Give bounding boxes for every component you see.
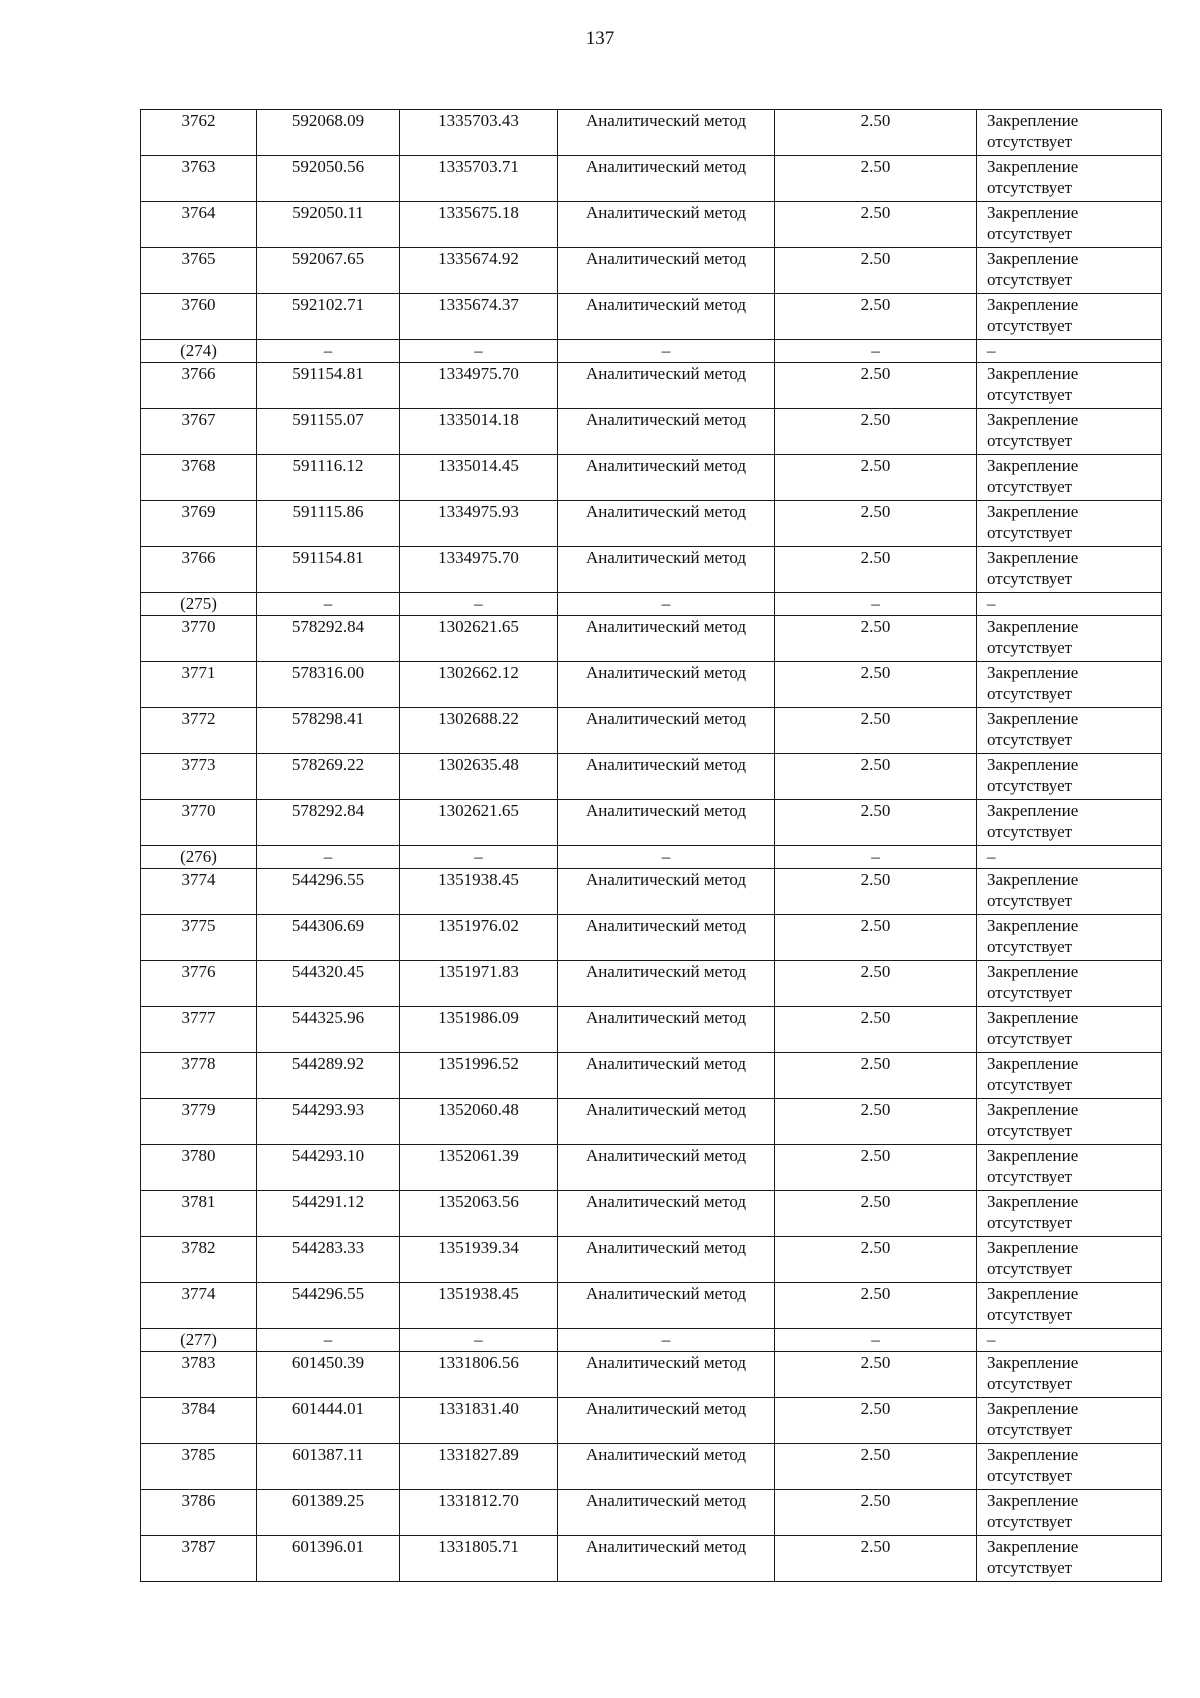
fixing-cell: Закрепление отсутствует: [977, 1007, 1162, 1053]
table-row: [141, 248, 1162, 294]
dash-cell: –: [257, 846, 400, 869]
x-coordinate-cell: 544296.55: [257, 869, 400, 915]
y-coordinate-cell: 1352061.39: [400, 1145, 558, 1191]
table-row: [141, 869, 1162, 915]
x-coordinate-cell: 544296.55: [257, 1283, 400, 1329]
table-row: [141, 961, 1162, 1007]
contour-separator-row: [141, 846, 1162, 869]
dash-cell: –: [775, 1329, 977, 1352]
method-cell: Аналитический метод: [558, 363, 775, 409]
point-number-cell: 3777: [141, 1007, 257, 1053]
accuracy-cell: 2.50: [775, 501, 977, 547]
table-row: [141, 409, 1162, 455]
dash-cell: –: [977, 593, 1162, 616]
accuracy-cell: 2.50: [775, 455, 977, 501]
point-number-cell: 3763: [141, 156, 257, 202]
x-coordinate-cell: 578316.00: [257, 662, 400, 708]
method-cell: Аналитический метод: [558, 1053, 775, 1099]
fixing-cell: Закрепление отсутствует: [977, 1536, 1162, 1582]
point-number-cell: 3783: [141, 1352, 257, 1398]
dash-cell: –: [775, 593, 977, 616]
x-coordinate-cell: 601389.25: [257, 1490, 400, 1536]
x-coordinate-cell: 544291.12: [257, 1191, 400, 1237]
point-number-cell: 3780: [141, 1145, 257, 1191]
fixing-cell: Закрепление отсутствует: [977, 202, 1162, 248]
accuracy-cell: 2.50: [775, 1145, 977, 1191]
accuracy-cell: 2.50: [775, 1191, 977, 1237]
accuracy-cell: 2.50: [775, 754, 977, 800]
method-cell: Аналитический метод: [558, 662, 775, 708]
accuracy-cell: 2.50: [775, 1283, 977, 1329]
accuracy-cell: 2.50: [775, 156, 977, 202]
method-cell: Аналитический метод: [558, 1283, 775, 1329]
fixing-cell: Закрепление отсутствует: [977, 501, 1162, 547]
accuracy-cell: 2.50: [775, 1536, 977, 1582]
accuracy-cell: 2.50: [775, 1444, 977, 1490]
x-coordinate-cell: 601396.01: [257, 1536, 400, 1582]
method-cell: Аналитический метод: [558, 248, 775, 294]
accuracy-cell: 2.50: [775, 110, 977, 156]
y-coordinate-cell: 1302621.65: [400, 616, 558, 662]
dash-cell: –: [257, 340, 400, 363]
fixing-cell: Закрепление отсутствует: [977, 1398, 1162, 1444]
point-number-cell: 3770: [141, 800, 257, 846]
point-number-cell: 3781: [141, 1191, 257, 1237]
fixing-cell: Закрепление отсутствует: [977, 1490, 1162, 1536]
y-coordinate-cell: 1335703.43: [400, 110, 558, 156]
accuracy-cell: 2.50: [775, 869, 977, 915]
point-number-cell: 3767: [141, 409, 257, 455]
dash-cell: –: [977, 340, 1162, 363]
method-cell: Аналитический метод: [558, 1444, 775, 1490]
method-cell: Аналитический метод: [558, 1191, 775, 1237]
point-number-cell: 3782: [141, 1237, 257, 1283]
table-row: [141, 1191, 1162, 1237]
dash-cell: –: [558, 846, 775, 869]
fixing-cell: Закрепление отсутствует: [977, 1099, 1162, 1145]
table-row: [141, 1053, 1162, 1099]
y-coordinate-cell: 1334975.70: [400, 547, 558, 593]
y-coordinate-cell: 1335703.71: [400, 156, 558, 202]
point-number-cell: 3772: [141, 708, 257, 754]
y-coordinate-cell: 1331805.71: [400, 1536, 558, 1582]
accuracy-cell: 2.50: [775, 409, 977, 455]
method-cell: Аналитический метод: [558, 501, 775, 547]
coordinates-table: [140, 109, 1162, 1582]
table-row: [141, 1444, 1162, 1490]
method-cell: Аналитический метод: [558, 1352, 775, 1398]
table-row: [141, 1490, 1162, 1536]
accuracy-cell: 2.50: [775, 961, 977, 1007]
point-number-cell: 3760: [141, 294, 257, 340]
fixing-cell: Закрепление отсутствует: [977, 800, 1162, 846]
accuracy-cell: 2.50: [775, 202, 977, 248]
y-coordinate-cell: 1351986.09: [400, 1007, 558, 1053]
y-coordinate-cell: 1331831.40: [400, 1398, 558, 1444]
x-coordinate-cell: 578269.22: [257, 754, 400, 800]
table-row: [141, 110, 1162, 156]
table-row: [141, 662, 1162, 708]
y-coordinate-cell: 1352063.56: [400, 1191, 558, 1237]
method-cell: Аналитический метод: [558, 1490, 775, 1536]
method-cell: Аналитический метод: [558, 754, 775, 800]
dash-cell: –: [400, 846, 558, 869]
method-cell: Аналитический метод: [558, 547, 775, 593]
x-coordinate-cell: 544293.93: [257, 1099, 400, 1145]
method-cell: Аналитический метод: [558, 110, 775, 156]
x-coordinate-cell: 544283.33: [257, 1237, 400, 1283]
accuracy-cell: 2.50: [775, 1237, 977, 1283]
x-coordinate-cell: 578292.84: [257, 616, 400, 662]
table-row: [141, 547, 1162, 593]
dash-cell: –: [400, 1329, 558, 1352]
table-row: [141, 363, 1162, 409]
point-number-cell: 3766: [141, 547, 257, 593]
x-coordinate-cell: 544293.10: [257, 1145, 400, 1191]
fixing-cell: Закрепление отсутствует: [977, 1053, 1162, 1099]
point-number-cell: 3768: [141, 455, 257, 501]
fixing-cell: Закрепление отсутствует: [977, 616, 1162, 662]
x-coordinate-cell: 592068.09: [257, 110, 400, 156]
table-row: [141, 1398, 1162, 1444]
accuracy-cell: 2.50: [775, 1053, 977, 1099]
method-cell: Аналитический метод: [558, 1007, 775, 1053]
y-coordinate-cell: 1302688.22: [400, 708, 558, 754]
fixing-cell: Закрепление отсутствует: [977, 409, 1162, 455]
accuracy-cell: 2.50: [775, 1398, 977, 1444]
method-cell: Аналитический метод: [558, 961, 775, 1007]
dash-cell: –: [400, 593, 558, 616]
method-cell: Аналитический метод: [558, 708, 775, 754]
accuracy-cell: 2.50: [775, 547, 977, 593]
y-coordinate-cell: 1331806.56: [400, 1352, 558, 1398]
x-coordinate-cell: 544306.69: [257, 915, 400, 961]
method-cell: Аналитический метод: [558, 294, 775, 340]
x-coordinate-cell: 544289.92: [257, 1053, 400, 1099]
fixing-cell: Закрепление отсутствует: [977, 915, 1162, 961]
fixing-cell: Закрепление отсутствует: [977, 1191, 1162, 1237]
page-number: 137: [585, 28, 615, 49]
contour-number-cell: (277): [141, 1329, 257, 1352]
x-coordinate-cell: 591155.07: [257, 409, 400, 455]
dash-cell: –: [775, 340, 977, 363]
point-number-cell: 3762: [141, 110, 257, 156]
y-coordinate-cell: 1302621.65: [400, 800, 558, 846]
table-row: [141, 915, 1162, 961]
contour-separator-row: [141, 1329, 1162, 1352]
y-coordinate-cell: 1351938.45: [400, 869, 558, 915]
fixing-cell: Закрепление отсутствует: [977, 662, 1162, 708]
x-coordinate-cell: 601387.11: [257, 1444, 400, 1490]
y-coordinate-cell: 1334975.70: [400, 363, 558, 409]
y-coordinate-cell: 1352060.48: [400, 1099, 558, 1145]
table-row: [141, 156, 1162, 202]
y-coordinate-cell: 1335674.37: [400, 294, 558, 340]
method-cell: Аналитический метод: [558, 616, 775, 662]
point-number-cell: 3779: [141, 1099, 257, 1145]
accuracy-cell: 2.50: [775, 248, 977, 294]
fixing-cell: Закрепление отсутствует: [977, 1237, 1162, 1283]
fixing-cell: Закрепление отсутствует: [977, 754, 1162, 800]
fixing-cell: Закрепление отсутствует: [977, 1283, 1162, 1329]
method-cell: Аналитический метод: [558, 202, 775, 248]
accuracy-cell: 2.50: [775, 294, 977, 340]
fixing-cell: Закрепление отсутствует: [977, 708, 1162, 754]
dash-cell: –: [558, 340, 775, 363]
method-cell: Аналитический метод: [558, 1536, 775, 1582]
table-row: [141, 708, 1162, 754]
x-coordinate-cell: 591154.81: [257, 547, 400, 593]
y-coordinate-cell: 1331812.70: [400, 1490, 558, 1536]
coordinates-table-body: [141, 110, 1162, 1582]
accuracy-cell: 2.50: [775, 915, 977, 961]
y-coordinate-cell: 1331827.89: [400, 1444, 558, 1490]
accuracy-cell: 2.50: [775, 800, 977, 846]
x-coordinate-cell: 544320.45: [257, 961, 400, 1007]
contour-number-cell: (276): [141, 846, 257, 869]
fixing-cell: Закрепление отсутствует: [977, 294, 1162, 340]
y-coordinate-cell: 1335014.18: [400, 409, 558, 455]
table-row: [141, 1536, 1162, 1582]
table-row: [141, 202, 1162, 248]
y-coordinate-cell: 1302662.12: [400, 662, 558, 708]
fixing-cell: Закрепление отсутствует: [977, 248, 1162, 294]
dash-cell: –: [977, 846, 1162, 869]
point-number-cell: 3775: [141, 915, 257, 961]
table-row: [141, 1145, 1162, 1191]
fixing-cell: Закрепление отсутствует: [977, 110, 1162, 156]
x-coordinate-cell: 601444.01: [257, 1398, 400, 1444]
table-row: [141, 800, 1162, 846]
x-coordinate-cell: 544325.96: [257, 1007, 400, 1053]
point-number-cell: 3769: [141, 501, 257, 547]
y-coordinate-cell: 1335014.45: [400, 455, 558, 501]
point-number-cell: 3770: [141, 616, 257, 662]
contour-separator-row: [141, 340, 1162, 363]
y-coordinate-cell: 1335674.92: [400, 248, 558, 294]
point-number-cell: 3785: [141, 1444, 257, 1490]
fixing-cell: Закрепление отсутствует: [977, 547, 1162, 593]
accuracy-cell: 2.50: [775, 708, 977, 754]
accuracy-cell: 2.50: [775, 1490, 977, 1536]
dash-cell: –: [977, 1329, 1162, 1352]
table-row: [141, 1237, 1162, 1283]
x-coordinate-cell: 578292.84: [257, 800, 400, 846]
point-number-cell: 3787: [141, 1536, 257, 1582]
point-number-cell: 3766: [141, 363, 257, 409]
y-coordinate-cell: 1351939.34: [400, 1237, 558, 1283]
method-cell: Аналитический метод: [558, 869, 775, 915]
point-number-cell: 3771: [141, 662, 257, 708]
x-coordinate-cell: 601450.39: [257, 1352, 400, 1398]
method-cell: Аналитический метод: [558, 800, 775, 846]
x-coordinate-cell: 591115.86: [257, 501, 400, 547]
method-cell: Аналитический метод: [558, 1145, 775, 1191]
x-coordinate-cell: 592102.71: [257, 294, 400, 340]
x-coordinate-cell: 592067.65: [257, 248, 400, 294]
accuracy-cell: 2.50: [775, 363, 977, 409]
method-cell: Аналитический метод: [558, 1237, 775, 1283]
table-row: [141, 1352, 1162, 1398]
point-number-cell: 3778: [141, 1053, 257, 1099]
y-coordinate-cell: 1335675.18: [400, 202, 558, 248]
x-coordinate-cell: 591154.81: [257, 363, 400, 409]
dash-cell: –: [775, 846, 977, 869]
table-row: [141, 1007, 1162, 1053]
method-cell: Аналитический метод: [558, 1398, 775, 1444]
x-coordinate-cell: 592050.56: [257, 156, 400, 202]
contour-number-cell: (274): [141, 340, 257, 363]
y-coordinate-cell: 1351938.45: [400, 1283, 558, 1329]
dash-cell: –: [257, 1329, 400, 1352]
accuracy-cell: 2.50: [775, 1007, 977, 1053]
accuracy-cell: 2.50: [775, 1352, 977, 1398]
x-coordinate-cell: 591116.12: [257, 455, 400, 501]
fixing-cell: Закрепление отсутствует: [977, 156, 1162, 202]
fixing-cell: Закрепление отсутствует: [977, 1444, 1162, 1490]
y-coordinate-cell: 1302635.48: [400, 754, 558, 800]
y-coordinate-cell: 1334975.93: [400, 501, 558, 547]
accuracy-cell: 2.50: [775, 662, 977, 708]
dash-cell: –: [558, 593, 775, 616]
method-cell: Аналитический метод: [558, 156, 775, 202]
contour-separator-row: [141, 593, 1162, 616]
fixing-cell: Закрепление отсутствует: [977, 961, 1162, 1007]
table-row: [141, 616, 1162, 662]
x-coordinate-cell: 592050.11: [257, 202, 400, 248]
point-number-cell: 3774: [141, 869, 257, 915]
point-number-cell: 3773: [141, 754, 257, 800]
table-row: [141, 1283, 1162, 1329]
y-coordinate-cell: 1351971.83: [400, 961, 558, 1007]
x-coordinate-cell: 578298.41: [257, 708, 400, 754]
point-number-cell: 3776: [141, 961, 257, 1007]
accuracy-cell: 2.50: [775, 1099, 977, 1145]
table-row: [141, 501, 1162, 547]
method-cell: Аналитический метод: [558, 915, 775, 961]
accuracy-cell: 2.50: [775, 616, 977, 662]
method-cell: Аналитический метод: [558, 455, 775, 501]
point-number-cell: 3765: [141, 248, 257, 294]
fixing-cell: Закрепление отсутствует: [977, 1352, 1162, 1398]
point-number-cell: 3786: [141, 1490, 257, 1536]
fixing-cell: Закрепление отсутствует: [977, 455, 1162, 501]
contour-number-cell: (275): [141, 593, 257, 616]
fixing-cell: Закрепление отсутствует: [977, 1145, 1162, 1191]
point-number-cell: 3774: [141, 1283, 257, 1329]
method-cell: Аналитический метод: [558, 409, 775, 455]
y-coordinate-cell: 1351976.02: [400, 915, 558, 961]
method-cell: Аналитический метод: [558, 1099, 775, 1145]
fixing-cell: Закрепление отсутствует: [977, 869, 1162, 915]
dash-cell: –: [558, 1329, 775, 1352]
point-number-cell: 3784: [141, 1398, 257, 1444]
fixing-cell: Закрепление отсутствует: [977, 363, 1162, 409]
point-number-cell: 3764: [141, 202, 257, 248]
y-coordinate-cell: 1351996.52: [400, 1053, 558, 1099]
table-row: [141, 455, 1162, 501]
dash-cell: –: [257, 593, 400, 616]
dash-cell: –: [400, 340, 558, 363]
table-row: [141, 1099, 1162, 1145]
table-row: [141, 754, 1162, 800]
table-row: [141, 294, 1162, 340]
